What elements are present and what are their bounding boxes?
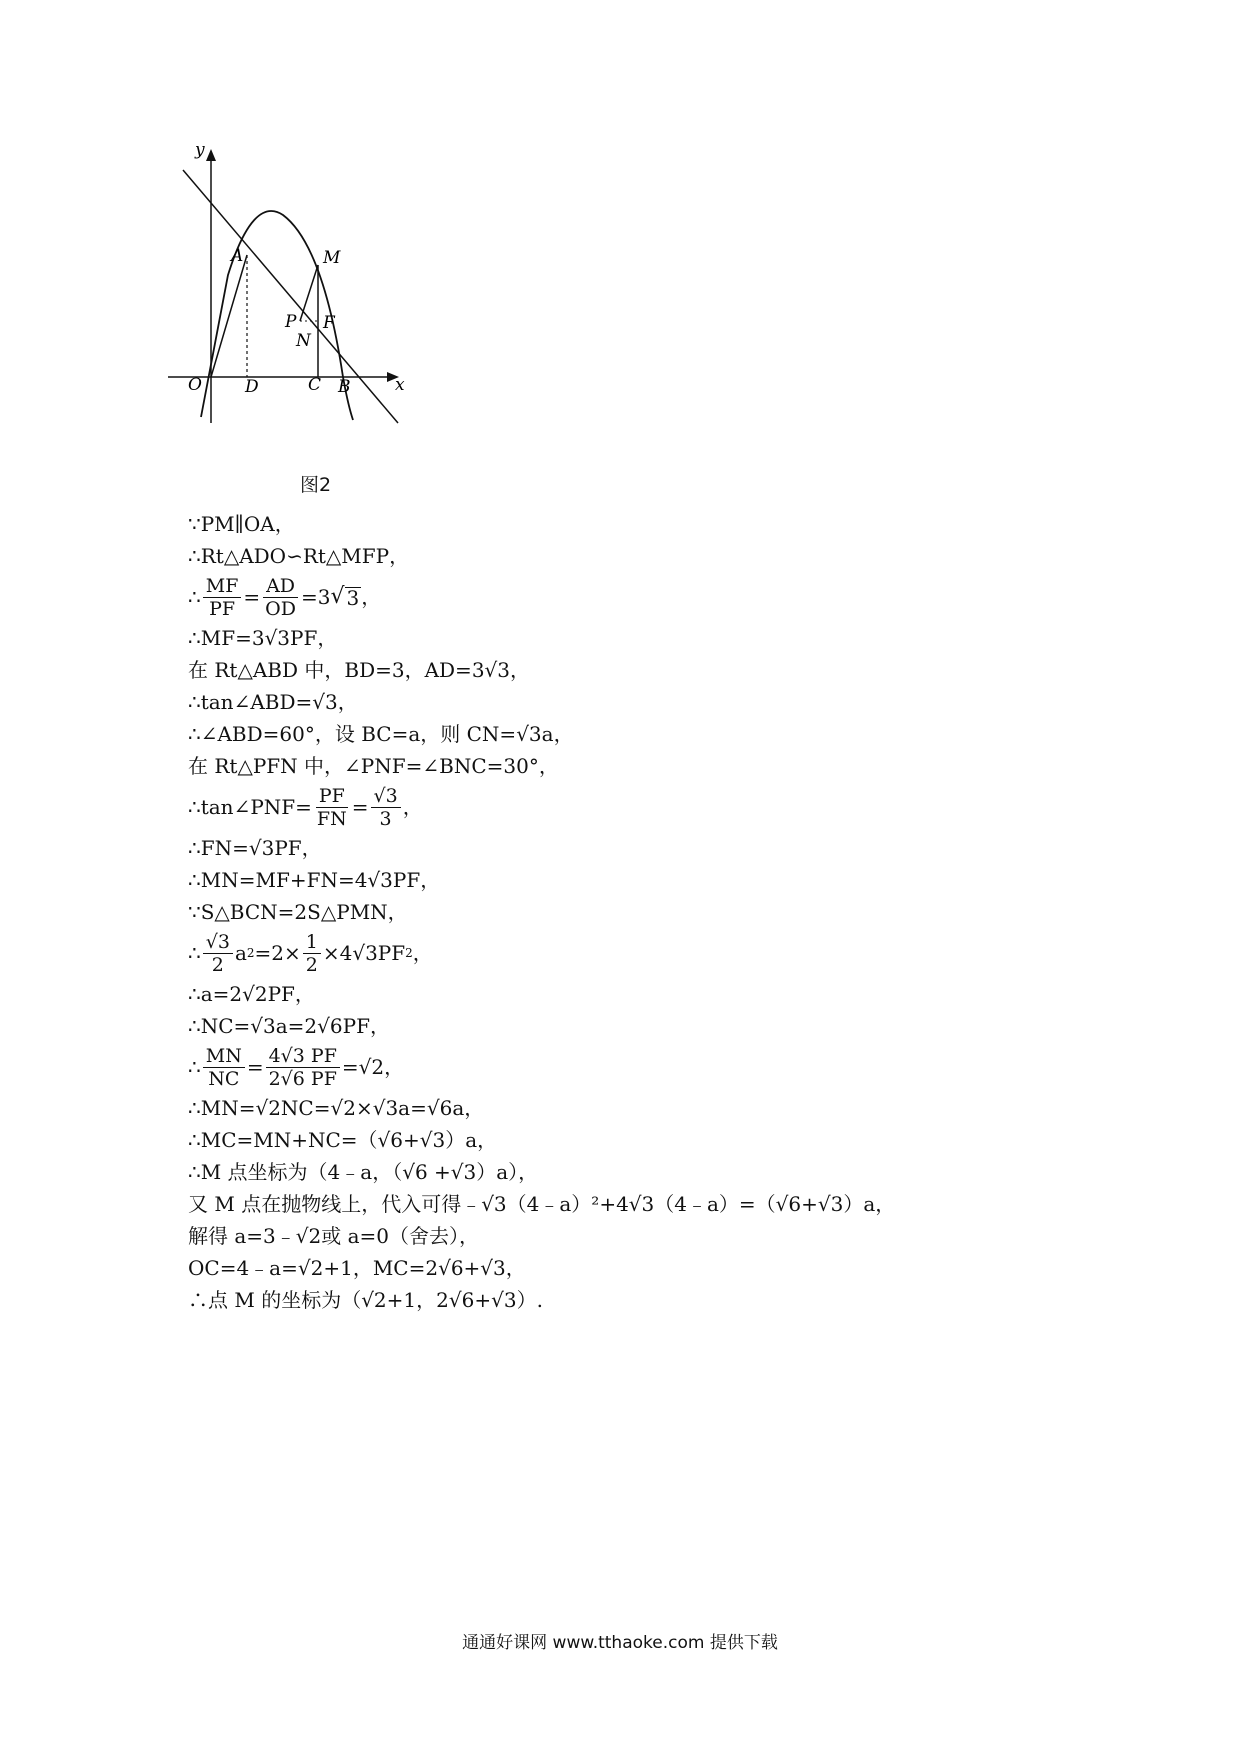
label-F: F: [323, 313, 335, 333]
figure-2: [183, 140, 458, 500]
label-B: B: [338, 377, 351, 397]
footer: 通通好课网 www.tthaoke.com 提供下载: [462, 1633, 778, 1653]
solution-line: ∴MC=MN+NC=（√6+√3）a，: [188, 1128, 498, 1152]
label-D: D: [245, 377, 259, 397]
label-P: P: [285, 312, 297, 332]
solution-line: ∴ $\frac{MN}{NC}$ = $\frac{4√3 PF}{2√6 PF}$ =√2，: [188, 1044, 405, 1090]
label-y: y: [195, 140, 205, 160]
solution-line: ∴ $\frac{√3}{2}$ a 2 =2× $\frac{1}{2}$ ×4√3PF 2 ，: [188, 930, 433, 976]
solution-line: OC=4﹣a=√2+1，MC=2√6+√3，: [188, 1256, 526, 1280]
label-A: A: [231, 246, 244, 266]
label-x: x: [395, 375, 405, 395]
solution-line: 在 Rt△PFN 中，∠PNF=∠BNC=30°，: [188, 754, 559, 778]
solution-line: ∴MN=√2NC=√2×√3a=√6a，: [188, 1096, 485, 1120]
label-C: C: [308, 375, 322, 395]
label-M: M: [323, 248, 341, 268]
solution-line: ∴tan∠ABD=√3，: [188, 690, 358, 714]
solution-line: ∴M 点坐标为（4﹣a，（√6 +√3）a），: [188, 1160, 539, 1184]
solution-line: 解得 a=3﹣√2或 a=0（舍去），: [188, 1224, 479, 1248]
segment-PM: [300, 265, 318, 321]
solution-line: ∴∠ABD=60°，设 BC=a，则 CN=√3a，: [188, 722, 574, 746]
label-O: O: [188, 375, 202, 395]
solution-line: 又 M 点在抛物线上，代入可得﹣√3（4﹣a）²+4√3（4﹣a）=（√6+√3）a，: [188, 1192, 896, 1216]
figure-caption: 图2: [300, 474, 332, 496]
solution-line: ∴MN=MF+FN=4√3PF，: [188, 868, 441, 892]
solution-line: ∴MF=3√3PF，: [188, 626, 338, 650]
solution-line: ∴ $\frac{MF}{PF}$ = $\frac{AD}{OD}$ =3 √ 3 ，: [188, 574, 382, 620]
y-axis-arrow: [206, 149, 216, 161]
line-AB: [183, 170, 398, 423]
solution-line: ∴a=2√2PF，: [188, 982, 315, 1006]
solution-line: ∵PM∥OA，: [188, 512, 295, 536]
solution-line: ∴点 M 的坐标为（√2+1，2√6+√3）.: [188, 1288, 543, 1312]
solution-text: [188, 508, 1088, 1316]
solution-line: 在 Rt△ABD 中，BD=3，AD=3√3，: [188, 658, 531, 682]
parabola-diagram: [183, 140, 458, 500]
solution-line: ∴Rt△ADO∽Rt△MFP，: [188, 544, 410, 568]
label-N: N: [296, 331, 311, 351]
solution-line: ∴tan∠PNF= $\frac{PF}{FN}$ = $\frac{√3}{3}$ ，: [188, 784, 423, 830]
solution-line: ∴FN=√3PF，: [188, 836, 322, 860]
solution-line: ∴NC=√3a=2√6PF，: [188, 1014, 390, 1038]
solution-line: ∵S△BCN=2S△PMN，: [188, 900, 408, 924]
